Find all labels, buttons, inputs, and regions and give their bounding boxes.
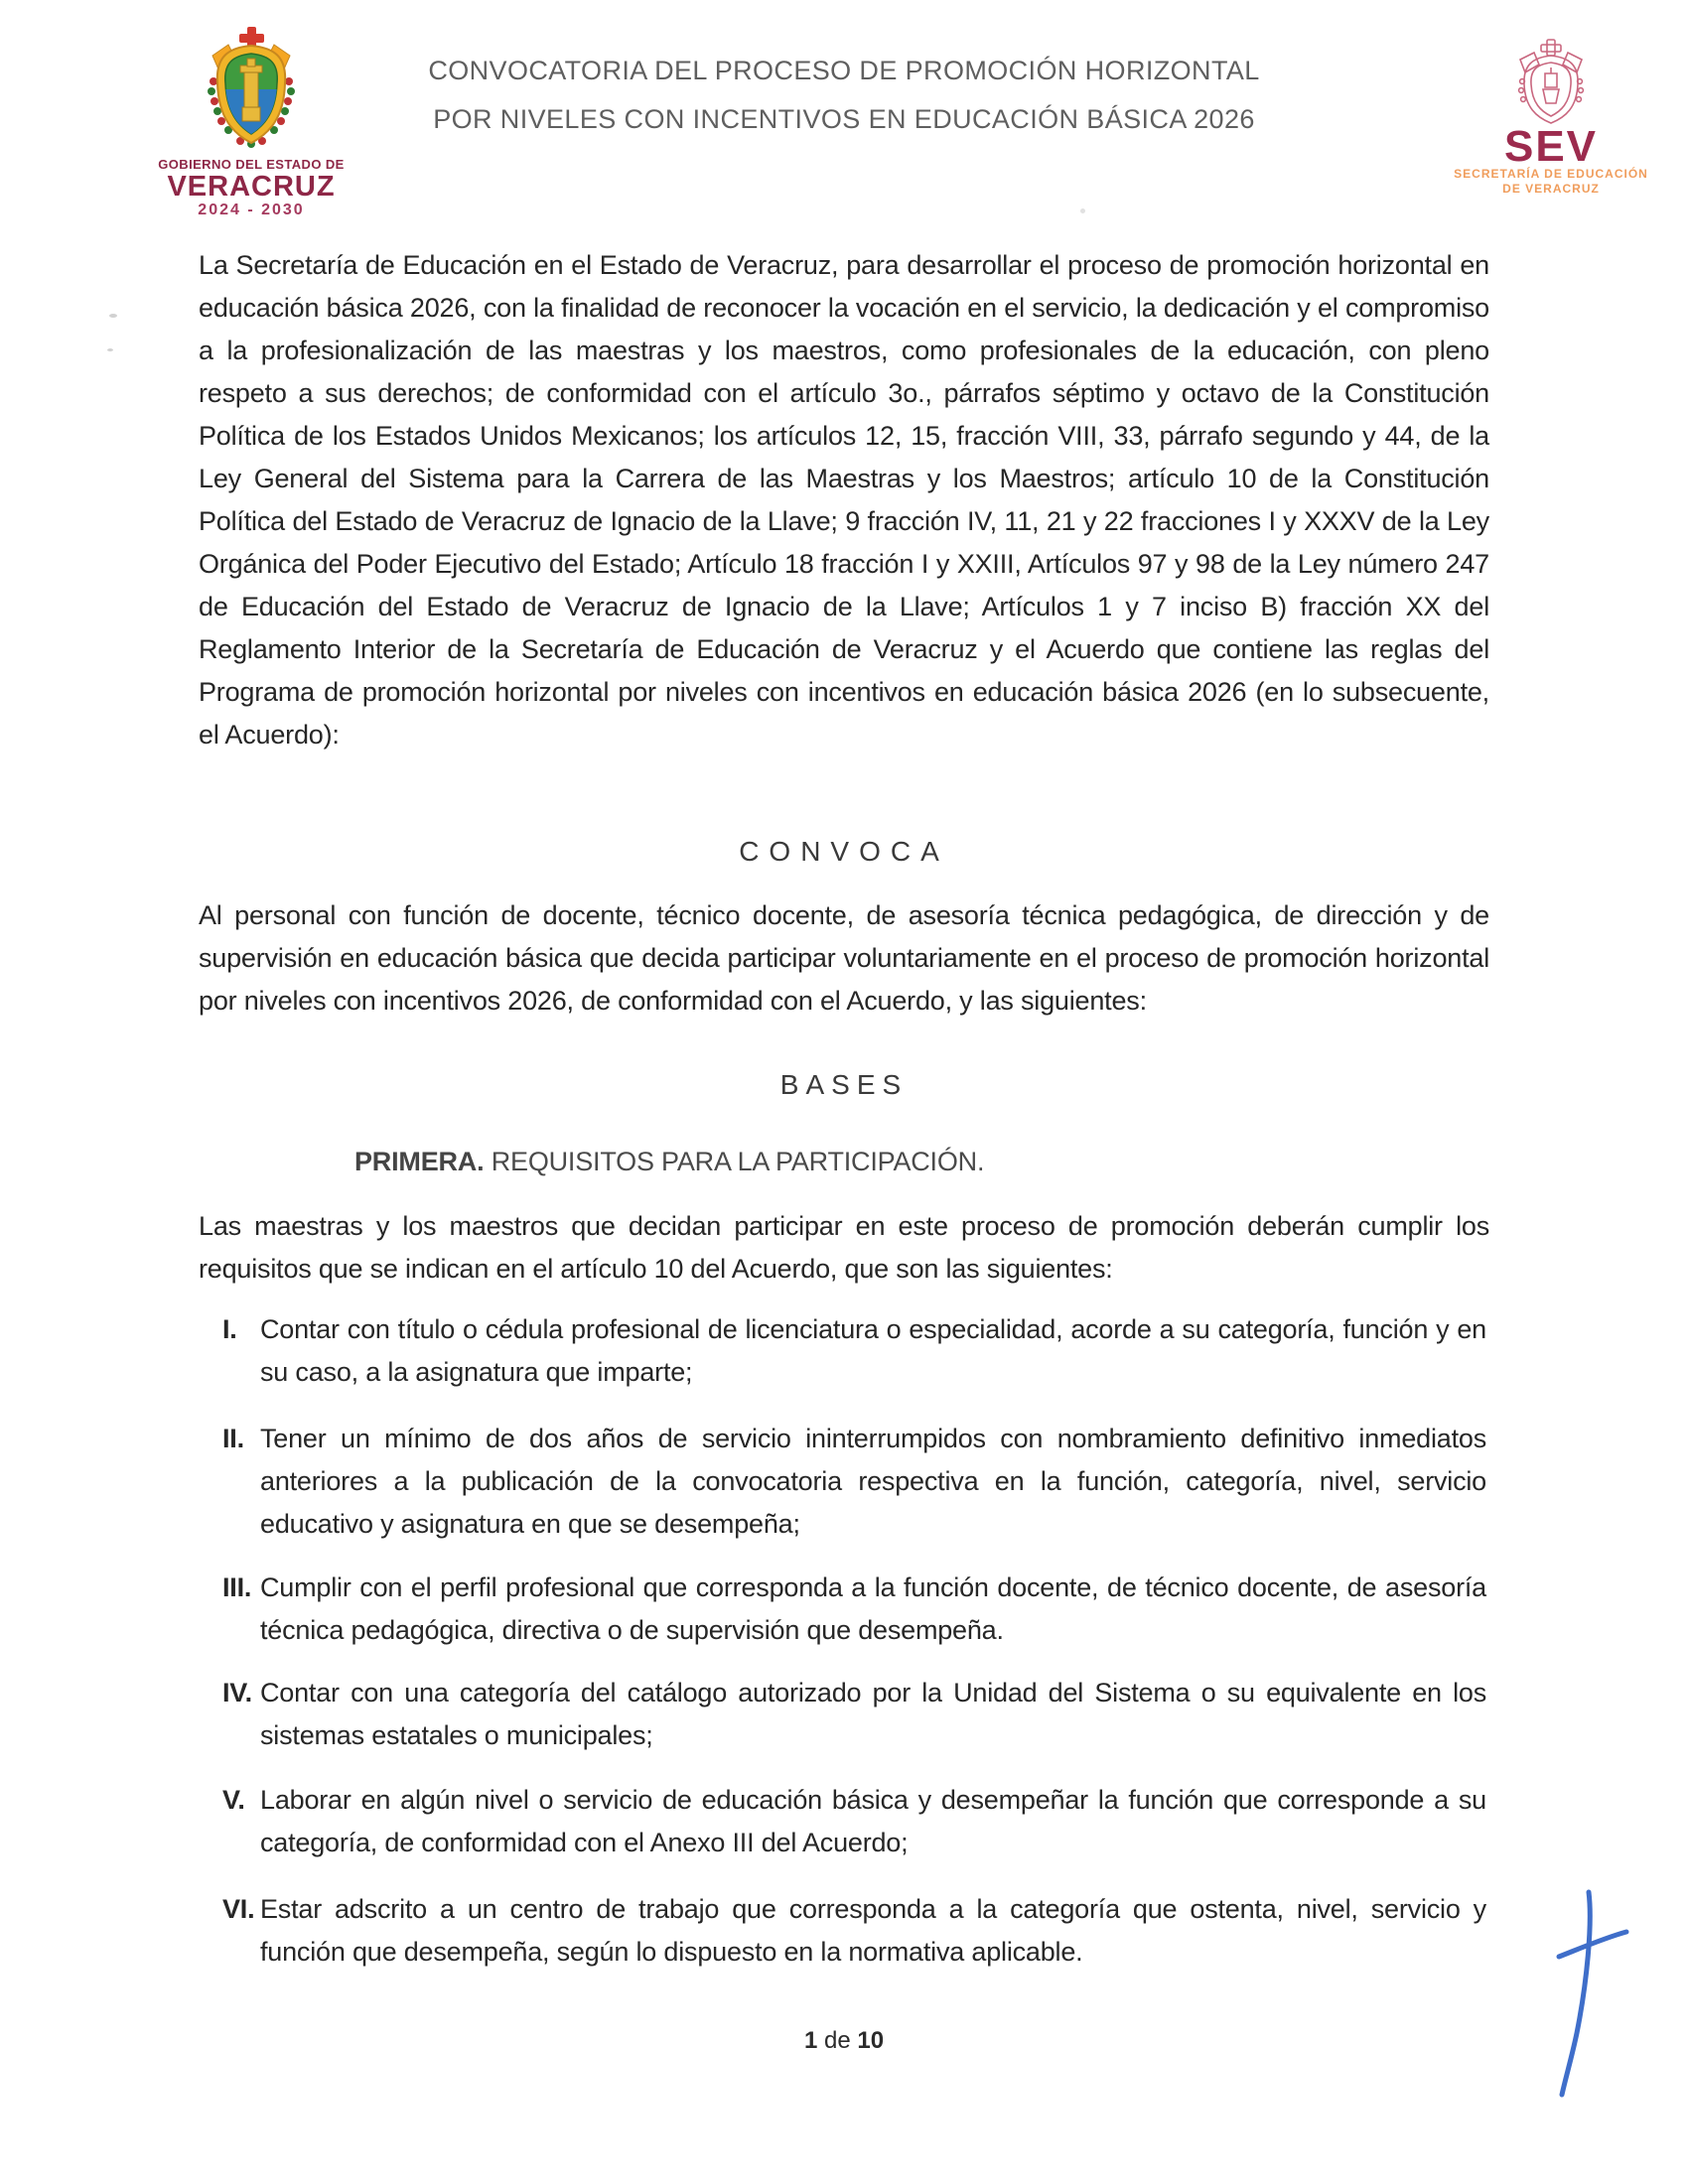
scan-artifact: [109, 314, 117, 318]
requirement-numeral: V.: [222, 1785, 245, 1815]
sev-logo: [1442, 38, 1660, 197]
requirement-item: [199, 1888, 1486, 1974]
requirement-numeral: I.: [222, 1314, 237, 1344]
requirement-numeral: II.: [222, 1424, 244, 1453]
document-title-line2: POR NIVELES CON INCENTIVOS EN EDUCACIÓN BÁSICA 2026: [433, 104, 1255, 134]
requirement-item: [199, 1779, 1486, 1864]
left-logo-years: 2024 - 2030: [198, 202, 305, 218]
sev-acronym: SEV: [1503, 122, 1599, 171]
sev-subtitle-line1: SECRETARÍA DE EDUCACIÓN: [1454, 167, 1648, 181]
requirement-item: [199, 1418, 1486, 1546]
bases-heading: BASES: [779, 1069, 909, 1100]
scan-artifact: [107, 348, 113, 351]
primera-title: REQUISITOS PARA LA PARTICIPACIÓN.: [484, 1147, 985, 1176]
requirement-text: Estar adscrito a un centro de trabajo que corresponda a la categoría que ostenta, nivel, servicio y función que desempeña, según lo dispuesto en la normativa aplicable.: [260, 1894, 1486, 1967]
requirement-text: Laborar en algún nivel o servicio de educación básica y desempeñar la función que corresponde a su categoría, de conformidad con el Anexo III del Acuerdo;: [260, 1785, 1486, 1857]
left-logo-caption: GOBIERNO DEL ESTADO DE: [158, 157, 345, 172]
pen-mark-annotation: [1529, 1866, 1658, 2105]
sev-crest-icon: [1508, 38, 1594, 125]
intro-paragraph: La Secretaría de Educación en el Estado de Veracruz, para desarrollar el proceso de promoción horizontal en educación básica 2026, con la finalidad de reconocer la vocación en el servicio, la dedicación y el compromiso a la profesionalización de las maestras y los maestros, como profesionales de la educación, con pleno respeto a sus derechos; de conformidad con el artículo 3o., párrafos séptimo y octavo de la Constitución Política de los Estados Unidos Mexicanos; los artículos 12, 15, fracción VIII, 33, párrafo segundo y 44, de la Ley General del Sistema para la Carrera de las Maestras y los Maestros; artículo 10 de la Constitución Política del Estado de Veracruz de Ignacio de la Llave; 9 fracción IV, 11, 21 y 22 fracciones I y XXXV de la Ley Orgánica del Poder Ejecutivo del Estado; Artículo 18 fracción I y XXIII, Artículos 97 y 98 de la Ley número 247 de Educación del Estado de Veracruz de Ignacio de la Llave; Artículos 1 y 7 inciso B) fracción XX del Reglamento Interior de la Secretaría de Educación de Veracruz y el Acuerdo que contiene las reglas del Programa de promoción horizontal por niveles con incentivos en educación básica 2026 (en lo subsecuente, el Acuerdo):: [199, 250, 1489, 750]
requirement-text: Cumplir con el perfil profesional que corresponda a la función docente, de técnico docente, de asesoría técnica pedagógica, directiva o de supervisión que desempeña.: [260, 1572, 1486, 1645]
requisitos-intro-paragraph: Las maestras y los maestros que decidan participar en este proceso de promoción deberán cumplir los requisitos que se indican en el artículo 10 del Acuerdo, que son las siguientes:: [199, 1211, 1489, 1284]
page-number-current: 1: [803, 2027, 818, 2054]
left-logo-name: VERACRUZ: [167, 171, 336, 203]
convoca-heading: CONVOCA: [739, 836, 949, 867]
requirement-item: [199, 1308, 1486, 1394]
veracruz-government-logo: [147, 26, 355, 219]
requirement-item: [199, 1567, 1486, 1652]
convoca-paragraph: Al personal con función de docente, técnico docente, de asesoría técnica pedagógica, de dirección y de supervisión en educación básica que decida participar voluntariamente en el proceso de promoción horizontal por niveles con incentivos 2026, de conformidad con el Acuerdo, y las siguientes:: [199, 900, 1489, 1016]
requirement-text: Tener un mínimo de dos años de servicio ininterrumpidos con nombramiento definitivo inmediatos anteriores a la publicación de la convocatoria respectiva en la función, categoría, nivel, servicio educativo y asignatura en que se desempeña;: [260, 1424, 1486, 1539]
requirement-item: [199, 1672, 1486, 1757]
page-number-total: 10: [857, 2027, 885, 2054]
primera-heading: [199, 1141, 1489, 1183]
requirement-numeral: IV.: [222, 1678, 252, 1707]
document-title-line1: CONVOCATORIA DEL PROCESO DE PROMOCIÓN HORIZONTAL: [428, 56, 1260, 85]
scan-artifact: [1080, 208, 1085, 213]
sev-subtitle-line2: DE VERACRUZ: [1502, 182, 1600, 196]
primera-label: PRIMERA.: [354, 1147, 485, 1176]
requirement-numeral: VI.: [222, 1894, 255, 1924]
requirement-text: Contar con una categoría del catálogo autorizado por la Unidad del Sistema o su equivalente en los sistemas estatales o municipales;: [260, 1678, 1486, 1750]
document-title: [357, 56, 1331, 134]
requirement-text: Contar con título o cédula profesional de licenciatura o especialidad, acorde a su categoría, función y en su caso, a la asignatura que imparte;: [260, 1314, 1486, 1387]
requirement-numeral: III.: [222, 1572, 252, 1602]
page-number-separator: de: [823, 2027, 851, 2054]
veracruz-coat-of-arms-icon: [207, 26, 296, 151]
page-number: [0, 2027, 1688, 2055]
